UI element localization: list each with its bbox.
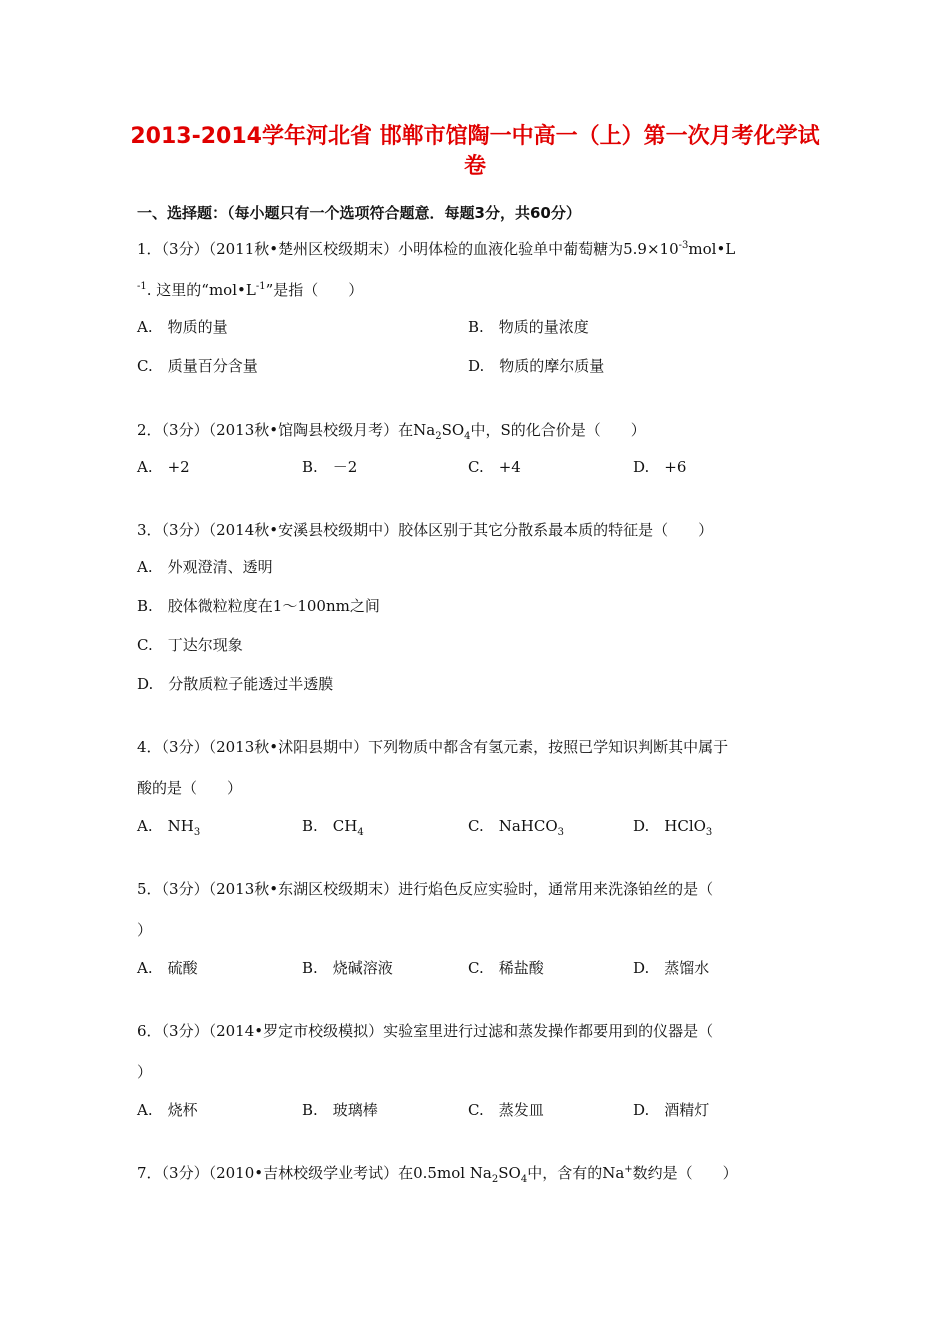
question-6-stem-line-1: 6．（3分）（2014•罗定市校级模拟）实验室里进行过滤和蒸发操作都要用到的仪器是（ [137,1022,714,1040]
question-4-stem-line-1: 4．（3分）（2013秋•沭阳县期中）下列物质中都含有氢元素，按照已学知识判断其中属于 [137,738,729,756]
question-5-stem-line-2: ） [137,921,153,939]
question-4-stem-line-2: 酸的是（ ） [137,779,243,797]
question-1-option-c[interactable]: C. 质量百分含量 [137,357,258,375]
question-3-option-c[interactable]: C. 丁达尔现象 [137,636,243,654]
section-heading: 一、选择题：（每小题只有一个选项符合题意．每题3分，共60分） [137,204,581,222]
question-7-stem: 7．（3分）（2010•吉林校级学业考试）在0.5mol $Na_2SO_4$中，含有的Na+数约是（ ） [137,1164,738,1185]
question-1-line-1: 1．（3分）（2011秋•楚州区校级期末）小明体检的血液化验单中葡萄糖为$5.9\times 10^{-3}mol•L$ [137,240,736,258]
question-5-option-d[interactable]: D. 蒸馏水 [633,959,710,977]
question-3-option-b[interactable]: B. 胶体微粒粒度在1～100nm之间 [137,597,380,615]
question-6-stem-line-2: ） [137,1063,153,1081]
title-line-1: 2013-2014学年河北省 邯郸市馆陶一中高一（上）第一次月考化学试 [130,124,820,149]
question-3-option-a[interactable]: A. 外观澄清、透明 [137,558,273,576]
question-2-option-d[interactable]: D. +6 [633,458,687,476]
title-line-2: 卷 [463,154,486,179]
question-3-option-d[interactable]: D. 分散质粒子能透过半透膜 [137,675,334,693]
question-6-option-b[interactable]: B. 玻璃棒 [302,1101,378,1119]
question-5-option-a[interactable]: A. 硫酸 [137,959,198,977]
question-2-option-b[interactable]: B. －2 [302,458,358,476]
question-4-option-d[interactable]: D. HClO$_3$ [633,817,713,838]
question-6-option-c[interactable]: C. 蒸发皿 [468,1101,544,1119]
question-6-option-a[interactable]: A. 烧杯 [137,1101,198,1119]
question-1-line-2: $^{-1}$. 这里的“$mol•L^{-1}$”是指（ ） [137,281,364,299]
question-2-option-a[interactable]: A. +2 [137,458,190,476]
question-3-stem: 3．（3分）（2014秋•安溪县校级期中）胶体区别于其它分散系最本质的特征是（ ） [137,521,714,539]
question-2-option-c[interactable]: C. +4 [468,458,521,476]
question-4-option-c[interactable]: C. NaHCO$_3$ [468,817,565,838]
question-4-option-a[interactable]: A. $NH_3$ [137,817,201,838]
question-5-option-b[interactable]: B. 烧碱溶液 [302,959,393,977]
question-5-option-c[interactable]: C. 稀盐酸 [468,959,544,977]
question-1-option-b[interactable]: B. 物质的量浓度 [468,318,589,336]
question-2-stem: 2．（3分）（2013秋•馆陶县校级月考）在$Na_2SO_4$中，S的化合价是（ ） [137,421,646,442]
question-4-option-b[interactable]: B. $CH_4$ [302,817,364,838]
exam-title [120,122,830,182]
question-5-stem-line-1: 5．（3分）（2013秋•东湖区校级期末）进行焰色反应实验时，通常用来洗涤铂丝的是（ [137,880,714,898]
question-1-option-d[interactable]: D. 物质的摩尔质量 [468,357,605,375]
question-1-option-a[interactable]: A. 物质的量 [137,318,228,336]
question-6-option-d[interactable]: D. 酒精灯 [633,1101,710,1119]
